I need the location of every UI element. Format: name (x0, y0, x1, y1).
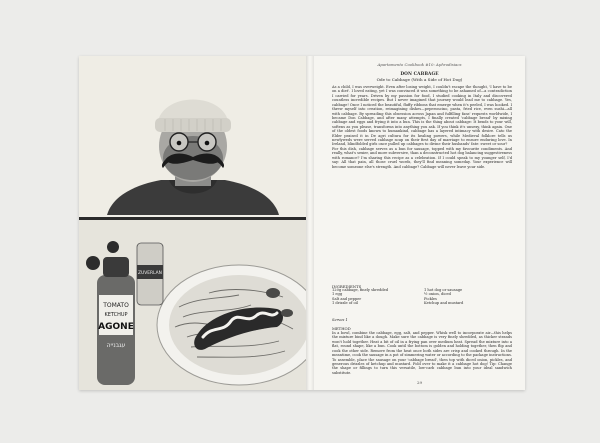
hotdog-illustration (79, 217, 306, 390)
ingredients-column-1 (332, 288, 388, 306)
can-label: ZUVERLAN (138, 271, 162, 276)
ingredient-item: 1 egg (332, 292, 343, 297)
recipe-title: DON CABBAGE (400, 72, 439, 77)
ingredient-item: Ketchup and mustard (424, 301, 464, 306)
recipe-page (314, 56, 525, 390)
bottle-big-text: AGONE (98, 322, 134, 332)
recipe-intro (332, 85, 512, 169)
spread-gutter (306, 56, 314, 390)
method-text: In a bowl, combine the cabbage, egg, salt, and pepper. Whisk well to incorporate air—this helps the mixture bind like a dough. Make sure the cabbage is very finely shredded, as thicker strands won't hold together. Heat a bit of oil in a frying pan over medium heat. Spread the mixture into a flat, round shape, like a bun. Cook until the bottom is golden and holding together, then flip and cook the other side. Remove from the heat once both sides are crisp and cooked through. In the meantime, cook the sausage in a pot of simmering water or according to the package instructions. To assemble, place the sausage on your 'cabbage bread', then top with diced onion, pickles, and generous drizzles of ketchup and mustard. Fold over to make it a cabbage hot dog! Tip: Change the shape or fillings to turn this versatile, low-carb cabbage bun into your ideal sandwich substitute. (332, 331, 512, 375)
intro-paragraph-1: As a child, I was overweight. Even after losing weight, I couldn't escape the thought, 'I have to be on a diet'. I loved eating, yet I was convinced it was something to be ashamed of—a contradiction I carried for years. Driven by my passion for food, I studied cooking in Italy and discovered countless incredible recipes. But I never imagined that journey would lead me to cabbage. Yes, cabbage! Once I noticed the beautiful, fluffy ribbons that emerge when it's peeled, I was hooked. I threw myself into creation, reimagining dishes—peperoncino, pasta, fried rice, even sushi—all with cabbage. By spreading this obsession across Japan and fulfilling fans' requests worldwide, I became Don Cabbage, and after many attempts, I finally created 'cabbage bread' by mixing cabbage and eggs and frying it into a bun. This is the thing about cabbage: It bends to your will, softens as you please, transforms into anything you ask. If you think it's unsexy, think again. One of the oldest foods known to humankind, cabbage has a layered intimacy with desire. Cato the Elder praised it in De agri cultura for its healing powers, while Medieval folklore tells us newlyweds were served cabbage soup on their first day of marriage to ensure enduring love. In Ireland, blindfolded girls once pulled up cabbages to divine their husbands' fate: sweet or sour? (332, 85, 512, 147)
ingredients-heading: INGREDIENTS (332, 284, 362, 289)
ingredient-item: ½ onion, diced (424, 292, 451, 297)
serves-note: Serves 1 (332, 318, 348, 322)
ingredient-item: 1 hot dog or sausage (424, 288, 463, 292)
bottle-label-top: TOMATO (103, 302, 129, 309)
running-header: Apartamento Cookbook #10: Aphrodisiacs (377, 62, 462, 67)
illustration-page (79, 56, 306, 390)
ingredient-item: 120g cabbage, finely shredded (332, 288, 389, 292)
ingredient-item: 1 drizzle of oil (332, 301, 358, 306)
ingredient-item: Salt and pepper (332, 296, 362, 301)
recipe-subtitle: Ode to Cabbage (With a Side of Hot Dog) (376, 77, 463, 82)
page-number: 29 (417, 380, 422, 385)
bottle-hebrew: עגבנייה (106, 342, 126, 349)
bottle-label-mid: KETCHUP (104, 312, 128, 318)
ingredient-item: Pickles (424, 296, 437, 301)
ingredients-column-2 (424, 288, 463, 306)
intro-paragraph-2: For this dish, cabbage serves as a bun for sausage, topped with my favourite condiments. And really, what's sexier, and more subversive, than a deconstructed hot dog balancing suggestiveness with romance? I'm sharing this recipe as a celebration. If I could speak to my younger self, I'd say: All that pain, all those cruel words, they'll find meaning someday. Your experience will become someone else's strength. And cabbage? Cabbage will never leave your side. (332, 146, 512, 169)
book-spread (79, 56, 525, 390)
portrait-illustration (79, 56, 306, 215)
method-heading: METHOD (332, 326, 351, 331)
